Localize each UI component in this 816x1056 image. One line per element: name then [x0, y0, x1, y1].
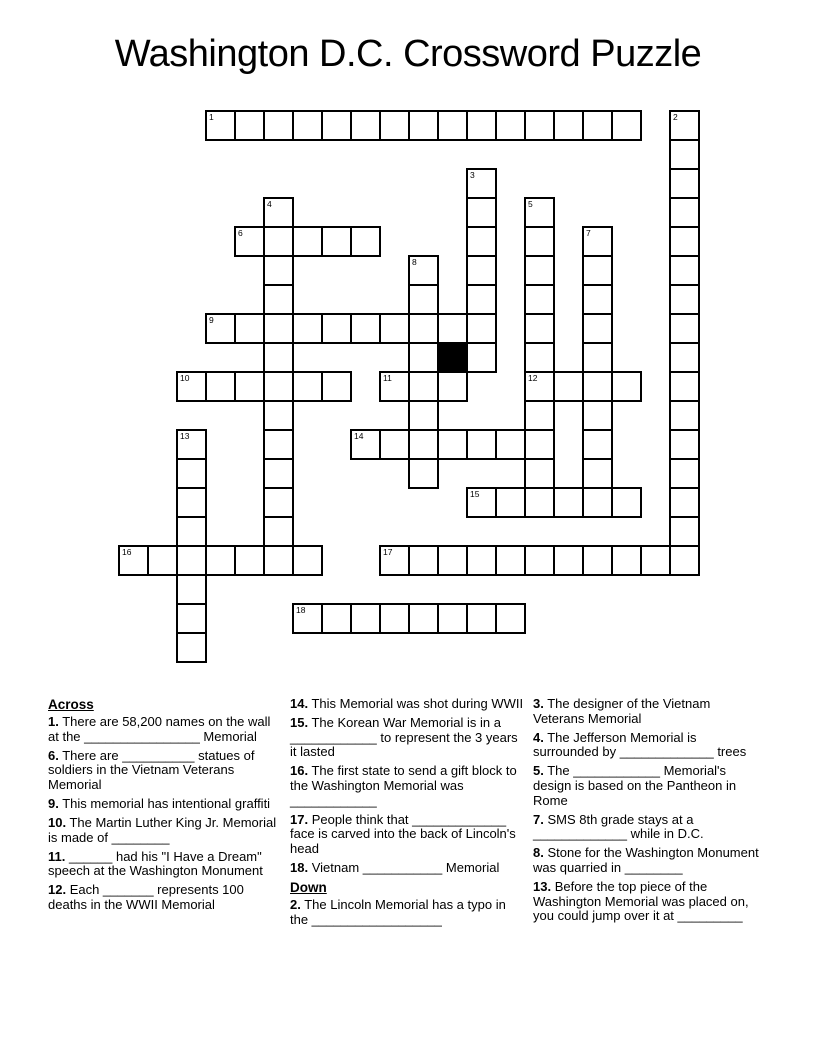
clue-number: 6.	[48, 747, 59, 763]
cell-number: 18	[296, 605, 306, 615]
grid-cell[interactable]	[553, 487, 584, 518]
clue-down-3: 3. The designer of the Vietnam Veterans Memorial	[533, 696, 711, 726]
grid-cell[interactable]	[669, 284, 700, 315]
grid-cell[interactable]	[263, 429, 294, 460]
grid-cell[interactable]	[640, 545, 671, 576]
grid-cell[interactable]	[466, 429, 497, 460]
grid-cell[interactable]	[553, 110, 584, 141]
clue-across-16: 16. The first state to send a gift block to the Washington Memorial was ____________	[290, 763, 517, 808]
cell-number: 1	[209, 112, 214, 122]
cell-number: 2	[673, 112, 678, 122]
down-header: Down	[290, 880, 327, 896]
grid-cell[interactable]	[582, 487, 613, 518]
grid-cell[interactable]	[524, 226, 555, 257]
clue-column-down	[533, 697, 762, 928]
grid-cell[interactable]	[437, 603, 468, 634]
cell-number: 16	[122, 547, 132, 557]
grid-cell[interactable]	[437, 429, 468, 460]
grid-cell[interactable]	[495, 487, 526, 518]
grid-cell[interactable]	[292, 226, 323, 257]
grid-cell[interactable]	[408, 400, 439, 431]
clue-across-14: 14. This Memorial was shot during WWII	[290, 696, 524, 711]
grid-cell[interactable]	[524, 371, 555, 402]
grid-cell[interactable]	[524, 400, 555, 431]
grid-cell[interactable]	[263, 313, 294, 344]
clue-number: 5.	[533, 763, 544, 779]
grid-cell[interactable]	[524, 458, 555, 489]
grid-cell[interactable]	[147, 545, 178, 576]
grid-cell[interactable]	[321, 110, 352, 141]
grid-cell[interactable]	[669, 458, 700, 489]
grid-cell[interactable]	[234, 313, 265, 344]
clue-number: 16.	[290, 763, 309, 779]
grid-cell[interactable]	[466, 487, 497, 518]
grid-cell[interactable]	[466, 110, 497, 141]
clue-down-13: 13. Before the top piece of the Washington Memorial was placed on, you could jump over it at _________	[533, 879, 749, 924]
clue-number: 14.	[290, 696, 309, 711]
grid-cell[interactable]	[524, 313, 555, 344]
grid-cell[interactable]	[582, 342, 613, 373]
grid-cell[interactable]	[408, 110, 439, 141]
grid-cell[interactable]	[408, 545, 439, 576]
grid-cell[interactable]	[234, 110, 265, 141]
clue-number: 12.	[48, 882, 67, 898]
grid-cell[interactable]	[466, 313, 497, 344]
grid-cell[interactable]	[263, 545, 294, 576]
puzzle-title: Washington D.C. Crossword Puzzle	[114, 33, 702, 75]
grid-cell[interactable]	[466, 226, 497, 257]
grid-cell[interactable]	[408, 429, 439, 460]
grid-cell[interactable]	[263, 226, 294, 257]
grid-cell[interactable]	[669, 255, 700, 286]
grid-cell[interactable]	[350, 603, 381, 634]
black-cell	[437, 342, 468, 373]
grid-cell[interactable]	[437, 371, 468, 402]
grid-cell[interactable]	[582, 313, 613, 344]
clue-across-18: 18. Vietnam ___________ Memorial	[290, 859, 500, 875]
grid-cell[interactable]	[669, 545, 700, 576]
grid-cell[interactable]	[669, 516, 700, 547]
grid-cell[interactable]	[263, 487, 294, 518]
grid-cell[interactable]	[350, 110, 381, 141]
cell-number: 13	[180, 431, 190, 441]
grid-cell[interactable]	[118, 545, 149, 576]
grid-cell[interactable]	[205, 313, 236, 344]
grid-cell[interactable]	[669, 110, 700, 141]
grid-cell[interactable]	[176, 574, 207, 605]
grid-cell[interactable]	[321, 226, 352, 257]
clue-across-12: 12. Each _______ represents 100 deaths in the WWII Memorial	[48, 882, 244, 913]
grid-cell[interactable]	[669, 226, 700, 257]
grid-cell[interactable]	[379, 545, 410, 576]
cell-number: 6	[238, 228, 243, 238]
grid-cell[interactable]	[553, 545, 584, 576]
grid-cell[interactable]	[582, 284, 613, 315]
grid-cell[interactable]	[495, 429, 526, 460]
grid-cell[interactable]	[408, 313, 439, 344]
grid-cell[interactable]	[553, 371, 584, 402]
grid-cell[interactable]	[582, 545, 613, 576]
grid-cell[interactable]	[582, 110, 613, 141]
grid-cell[interactable]	[669, 487, 700, 518]
clue-number: 1.	[48, 714, 59, 729]
grid-cell[interactable]	[466, 197, 497, 228]
cell-number: 7	[586, 228, 591, 238]
grid-cell[interactable]	[408, 342, 439, 373]
grid-cell[interactable]	[292, 371, 323, 402]
grid-cell[interactable]	[205, 545, 236, 576]
grid-cell[interactable]	[263, 342, 294, 373]
grid-cell[interactable]	[379, 313, 410, 344]
clue-number: 9.	[48, 795, 59, 811]
grid-cell[interactable]	[669, 139, 700, 170]
grid-cell[interactable]	[437, 545, 468, 576]
cell-number: 15	[470, 489, 480, 499]
grid-cell[interactable]	[582, 371, 613, 402]
grid-cell[interactable]	[524, 429, 555, 460]
grid-cell[interactable]	[669, 400, 700, 431]
grid-cell[interactable]	[582, 255, 613, 286]
clue-number: 3.	[533, 696, 544, 711]
clue-number: 11.	[48, 848, 66, 864]
grid-cell[interactable]	[234, 371, 265, 402]
clue-number: 4.	[533, 729, 544, 745]
grid-cell[interactable]	[582, 429, 613, 460]
cell-number: 12	[528, 373, 538, 383]
clue-across-11: 11. ______ had his "I Have a Dream" speech at the Washington Monument	[48, 848, 263, 879]
grid-cell[interactable]	[524, 255, 555, 286]
cell-number: 9	[209, 315, 214, 325]
cell-number: 11	[383, 373, 392, 383]
grid-cell[interactable]	[263, 400, 294, 431]
clue-number: 15.	[290, 715, 309, 731]
grid-cell[interactable]	[611, 487, 642, 518]
clue-number: 13.	[533, 879, 552, 895]
grid-cell[interactable]	[321, 371, 352, 402]
clue-number: 18.	[290, 859, 309, 875]
grid-cell[interactable]	[408, 284, 439, 315]
grid-cell[interactable]	[321, 603, 352, 634]
clue-column-across	[48, 697, 282, 917]
cell-number: 17	[383, 547, 393, 557]
grid-cell[interactable]	[495, 603, 526, 634]
grid-cell[interactable]	[379, 371, 410, 402]
grid-cell[interactable]	[408, 603, 439, 634]
grid-cell[interactable]	[582, 458, 613, 489]
clue-across-15: 15. The Korean War Memorial is in a ____________ to represent the 3 years it lasted	[290, 715, 518, 760]
grid-cell[interactable]	[176, 545, 207, 576]
grid-cell[interactable]	[669, 342, 700, 373]
grid-cell[interactable]	[176, 632, 207, 663]
grid-cell[interactable]	[263, 458, 294, 489]
grid-cell[interactable]	[437, 110, 468, 141]
grid-cell[interactable]	[263, 197, 294, 228]
grid-cell[interactable]	[292, 110, 323, 141]
grid-cell[interactable]	[379, 603, 410, 634]
grid-cell[interactable]	[205, 110, 236, 141]
grid-cell[interactable]	[408, 255, 439, 286]
grid-cell[interactable]	[350, 226, 381, 257]
cell-number: 4	[267, 199, 272, 209]
cell-number: 10	[180, 373, 190, 383]
grid-cell[interactable]	[524, 487, 555, 518]
cell-number: 14	[354, 431, 364, 441]
grid-cell[interactable]	[466, 255, 497, 286]
clue-number: 2.	[290, 897, 301, 913]
grid-cell[interactable]	[611, 110, 642, 141]
grid-cell[interactable]	[582, 226, 613, 257]
grid-cell[interactable]	[408, 458, 439, 489]
grid-cell[interactable]	[669, 429, 700, 460]
grid-cell[interactable]	[669, 168, 700, 199]
grid-cell[interactable]	[205, 371, 236, 402]
grid-cell[interactable]	[321, 313, 352, 344]
grid-cell[interactable]	[524, 197, 555, 228]
clue-down-7: 7. SMS 8th grade stays at a _____________ while in D.C.	[533, 811, 704, 842]
grid-cell[interactable]	[176, 371, 207, 402]
grid-cell[interactable]	[292, 313, 323, 344]
grid-cell[interactable]	[466, 168, 497, 199]
grid-cell[interactable]	[263, 284, 294, 315]
grid-cell[interactable]	[669, 197, 700, 228]
cell-number: 5	[528, 199, 533, 209]
grid-cell[interactable]	[263, 516, 294, 547]
grid-cell[interactable]	[669, 313, 700, 344]
cell-number: 8	[412, 257, 417, 267]
grid-cell[interactable]	[176, 487, 207, 518]
grid-cell[interactable]	[495, 545, 526, 576]
clue-number: 17.	[290, 811, 309, 827]
grid-cell[interactable]	[350, 313, 381, 344]
grid-cell[interactable]	[524, 545, 555, 576]
grid-cell[interactable]	[263, 110, 294, 141]
clue-number: 10.	[48, 815, 67, 831]
clue-number: 8.	[533, 845, 544, 861]
clue-down-8: 8. Stone for the Washington Monument was quarried in ________	[533, 845, 759, 875]
cell-number: 3	[470, 170, 475, 180]
grid-cell[interactable]	[234, 226, 265, 257]
grid-cell[interactable]	[292, 545, 323, 576]
clue-number: 7.	[533, 811, 544, 827]
across-header: Across	[48, 697, 94, 712]
clue-across-1: 1. There are 58,200 names on the wall at the ________________ Memorial	[48, 714, 271, 744]
grid-cell[interactable]	[176, 516, 207, 547]
grid-cell[interactable]	[234, 545, 265, 576]
grid-cell[interactable]	[379, 429, 410, 460]
grid-cell[interactable]	[263, 371, 294, 402]
clue-across-9: 9. This memorial has intentional graffiti	[48, 795, 271, 811]
grid-cell[interactable]	[176, 603, 207, 634]
clue-across-6: 6. There are __________ statues of soldiers in the Vietnam Veterans Memorial	[48, 747, 255, 792]
clue-down-4: 4. The Jefferson Memorial is surrounded by _____________ trees	[533, 729, 747, 760]
grid-cell[interactable]	[176, 429, 207, 460]
clue-across-17: 17. People think that _____________ face is carved into the back of Lincoln's head	[290, 811, 516, 856]
grid-cell[interactable]	[495, 110, 526, 141]
grid-cell[interactable]	[408, 371, 439, 402]
grid-cell[interactable]	[379, 110, 410, 141]
clue-down-2: 2. The Lincoln Memorial has a typo in the __________________	[290, 897, 506, 927]
grid-cell[interactable]	[437, 313, 468, 344]
grid-cell[interactable]	[582, 400, 613, 431]
grid-cell[interactable]	[466, 545, 497, 576]
grid-cell[interactable]	[350, 429, 381, 460]
grid-cell[interactable]	[263, 255, 294, 286]
grid-cell[interactable]	[292, 603, 323, 634]
grid-cell[interactable]	[176, 458, 207, 489]
clue-down-5: 5. The ____________ Memorial's design is based on the Pantheon in Rome	[533, 763, 737, 808]
grid-cell[interactable]	[611, 371, 642, 402]
clue-column-middle	[290, 697, 524, 932]
grid-cell[interactable]	[669, 371, 700, 402]
grid-cell[interactable]	[466, 603, 497, 634]
clue-across-10: 10. The Martin Luther King Jr. Memorial is made of ________	[48, 815, 277, 845]
grid-cell[interactable]	[466, 342, 497, 373]
grid-cell[interactable]	[466, 284, 497, 315]
grid-cell[interactable]	[524, 284, 555, 315]
grid-cell[interactable]	[524, 342, 555, 373]
grid-cell[interactable]	[524, 110, 555, 141]
grid-cell[interactable]	[611, 545, 642, 576]
